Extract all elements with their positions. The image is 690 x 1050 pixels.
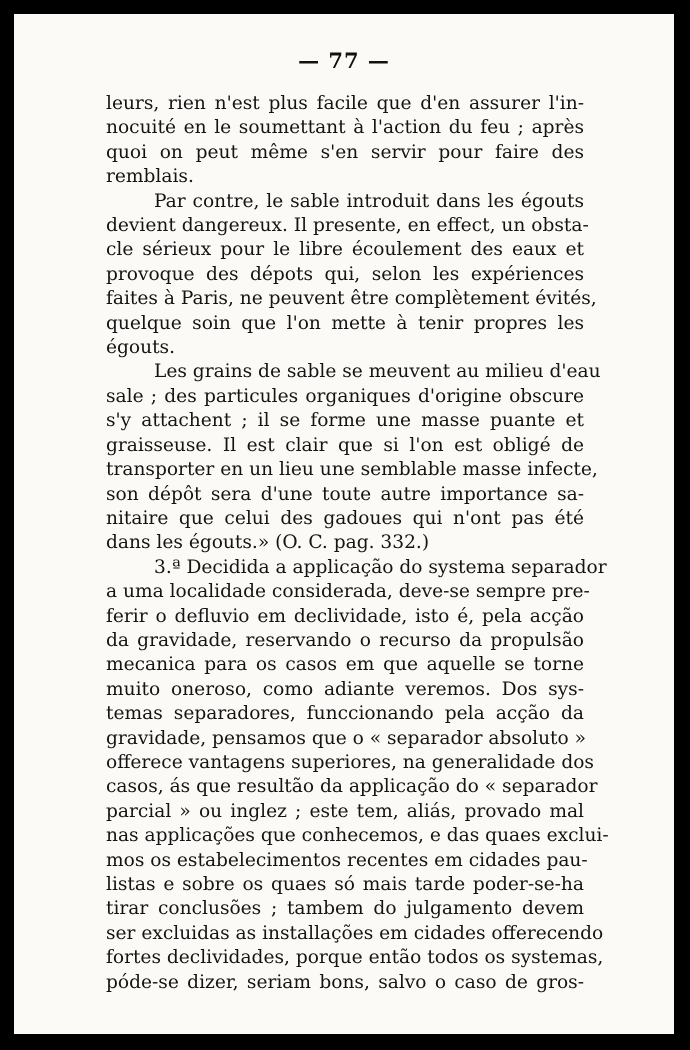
text-line: 3.ª Decidida a applicação do systema separador xyxy=(154,556,607,578)
text-line: ser excluidas as installações em cidades offerecendo xyxy=(106,922,604,944)
text-line: mos os estabelecimentos recentes em cidades pau- xyxy=(106,849,588,871)
text-line: nitaire que celui des gadoues qui n'ont pas été xyxy=(106,507,584,529)
text-line: temas separadores, funccionando pela acção da xyxy=(106,703,584,725)
text-line: sale ; des particules organiques d'origine obscure xyxy=(106,385,584,407)
text-line: transporter en un lieu une semblable masse infecte, xyxy=(106,459,598,481)
text-line: ferir o defluvio em declividade, isto é, pela acção xyxy=(106,605,584,627)
text-line: nas applicações que conhecemos, e das quaes exclui- xyxy=(106,825,609,847)
text-line: póde-se dizer, seriam bons, salvo o caso de gros- xyxy=(106,971,584,993)
text-line: nocuité en le soumettant à l'action du feu ; après xyxy=(106,117,584,139)
text-line: casos, ás que resultão da applicação do « separador xyxy=(106,776,598,798)
text-line: gravidade, pensamos que o « separador absoluto » xyxy=(106,727,587,749)
text-line: parcial » ou inglez ; este tem, aliás, provado mal xyxy=(106,800,584,822)
text-line: égouts. xyxy=(106,337,176,359)
text-line: a uma localidade considerada, deve-se sempre pre- xyxy=(106,581,590,603)
text-line: leurs, rien n'est plus facile que d'en assurer l'in- xyxy=(106,93,584,114)
text-line: fortes declividades, porque então todos os systemas, xyxy=(106,947,604,969)
body-text xyxy=(106,92,609,995)
text-line: Les grains de sable se meuvent au milieu d'eau xyxy=(154,361,601,383)
text-line: quoi on peut même s'en servir pour faire des xyxy=(106,141,584,163)
text-line: offerece vantagens superiores, na generalidade dos xyxy=(106,751,594,773)
text-line: mecanica para os casos em que aquelle se torne xyxy=(106,654,584,676)
text-line: dans les égouts.» (O. C. pag. 332.) xyxy=(106,532,430,554)
text-line: cle sérieux pour le libre écoulement des eaux et xyxy=(106,239,584,261)
text-line: quelque soin que l'on mette à tenir propres les xyxy=(106,312,584,334)
text-line: da gravidade, reservando o recurso da propulsão xyxy=(106,629,584,651)
text-line: Par contre, le sable introduit dans les égouts xyxy=(154,190,584,212)
text-line: muito oneroso, como adiante veremos. Dos sys- xyxy=(106,678,584,700)
text-line: provoque des dépots qui, selon les expériences xyxy=(106,263,584,285)
text-line: tirar conclusões ; tambem do julgamento devem xyxy=(106,898,584,920)
book-page xyxy=(14,14,674,1034)
text-line: faites à Paris, ne peuvent être complètement évités, xyxy=(106,288,597,310)
text-line: remblais. xyxy=(106,166,194,188)
text-line: son dépôt sera d'une toute autre importance sa- xyxy=(106,483,584,505)
text-line: graisseuse. Il est clair que si l'on est obligé de xyxy=(106,434,584,456)
text-line: listas e sobre os quaes só mais tarde poder-se-ha xyxy=(106,874,584,895)
text-line: devient dangereux. Il presente, en effect, un obsta- xyxy=(106,215,589,237)
page-number: — 77 — xyxy=(298,48,390,73)
text-line: s'y attachent ; il se forme une masse puante et xyxy=(106,410,584,432)
